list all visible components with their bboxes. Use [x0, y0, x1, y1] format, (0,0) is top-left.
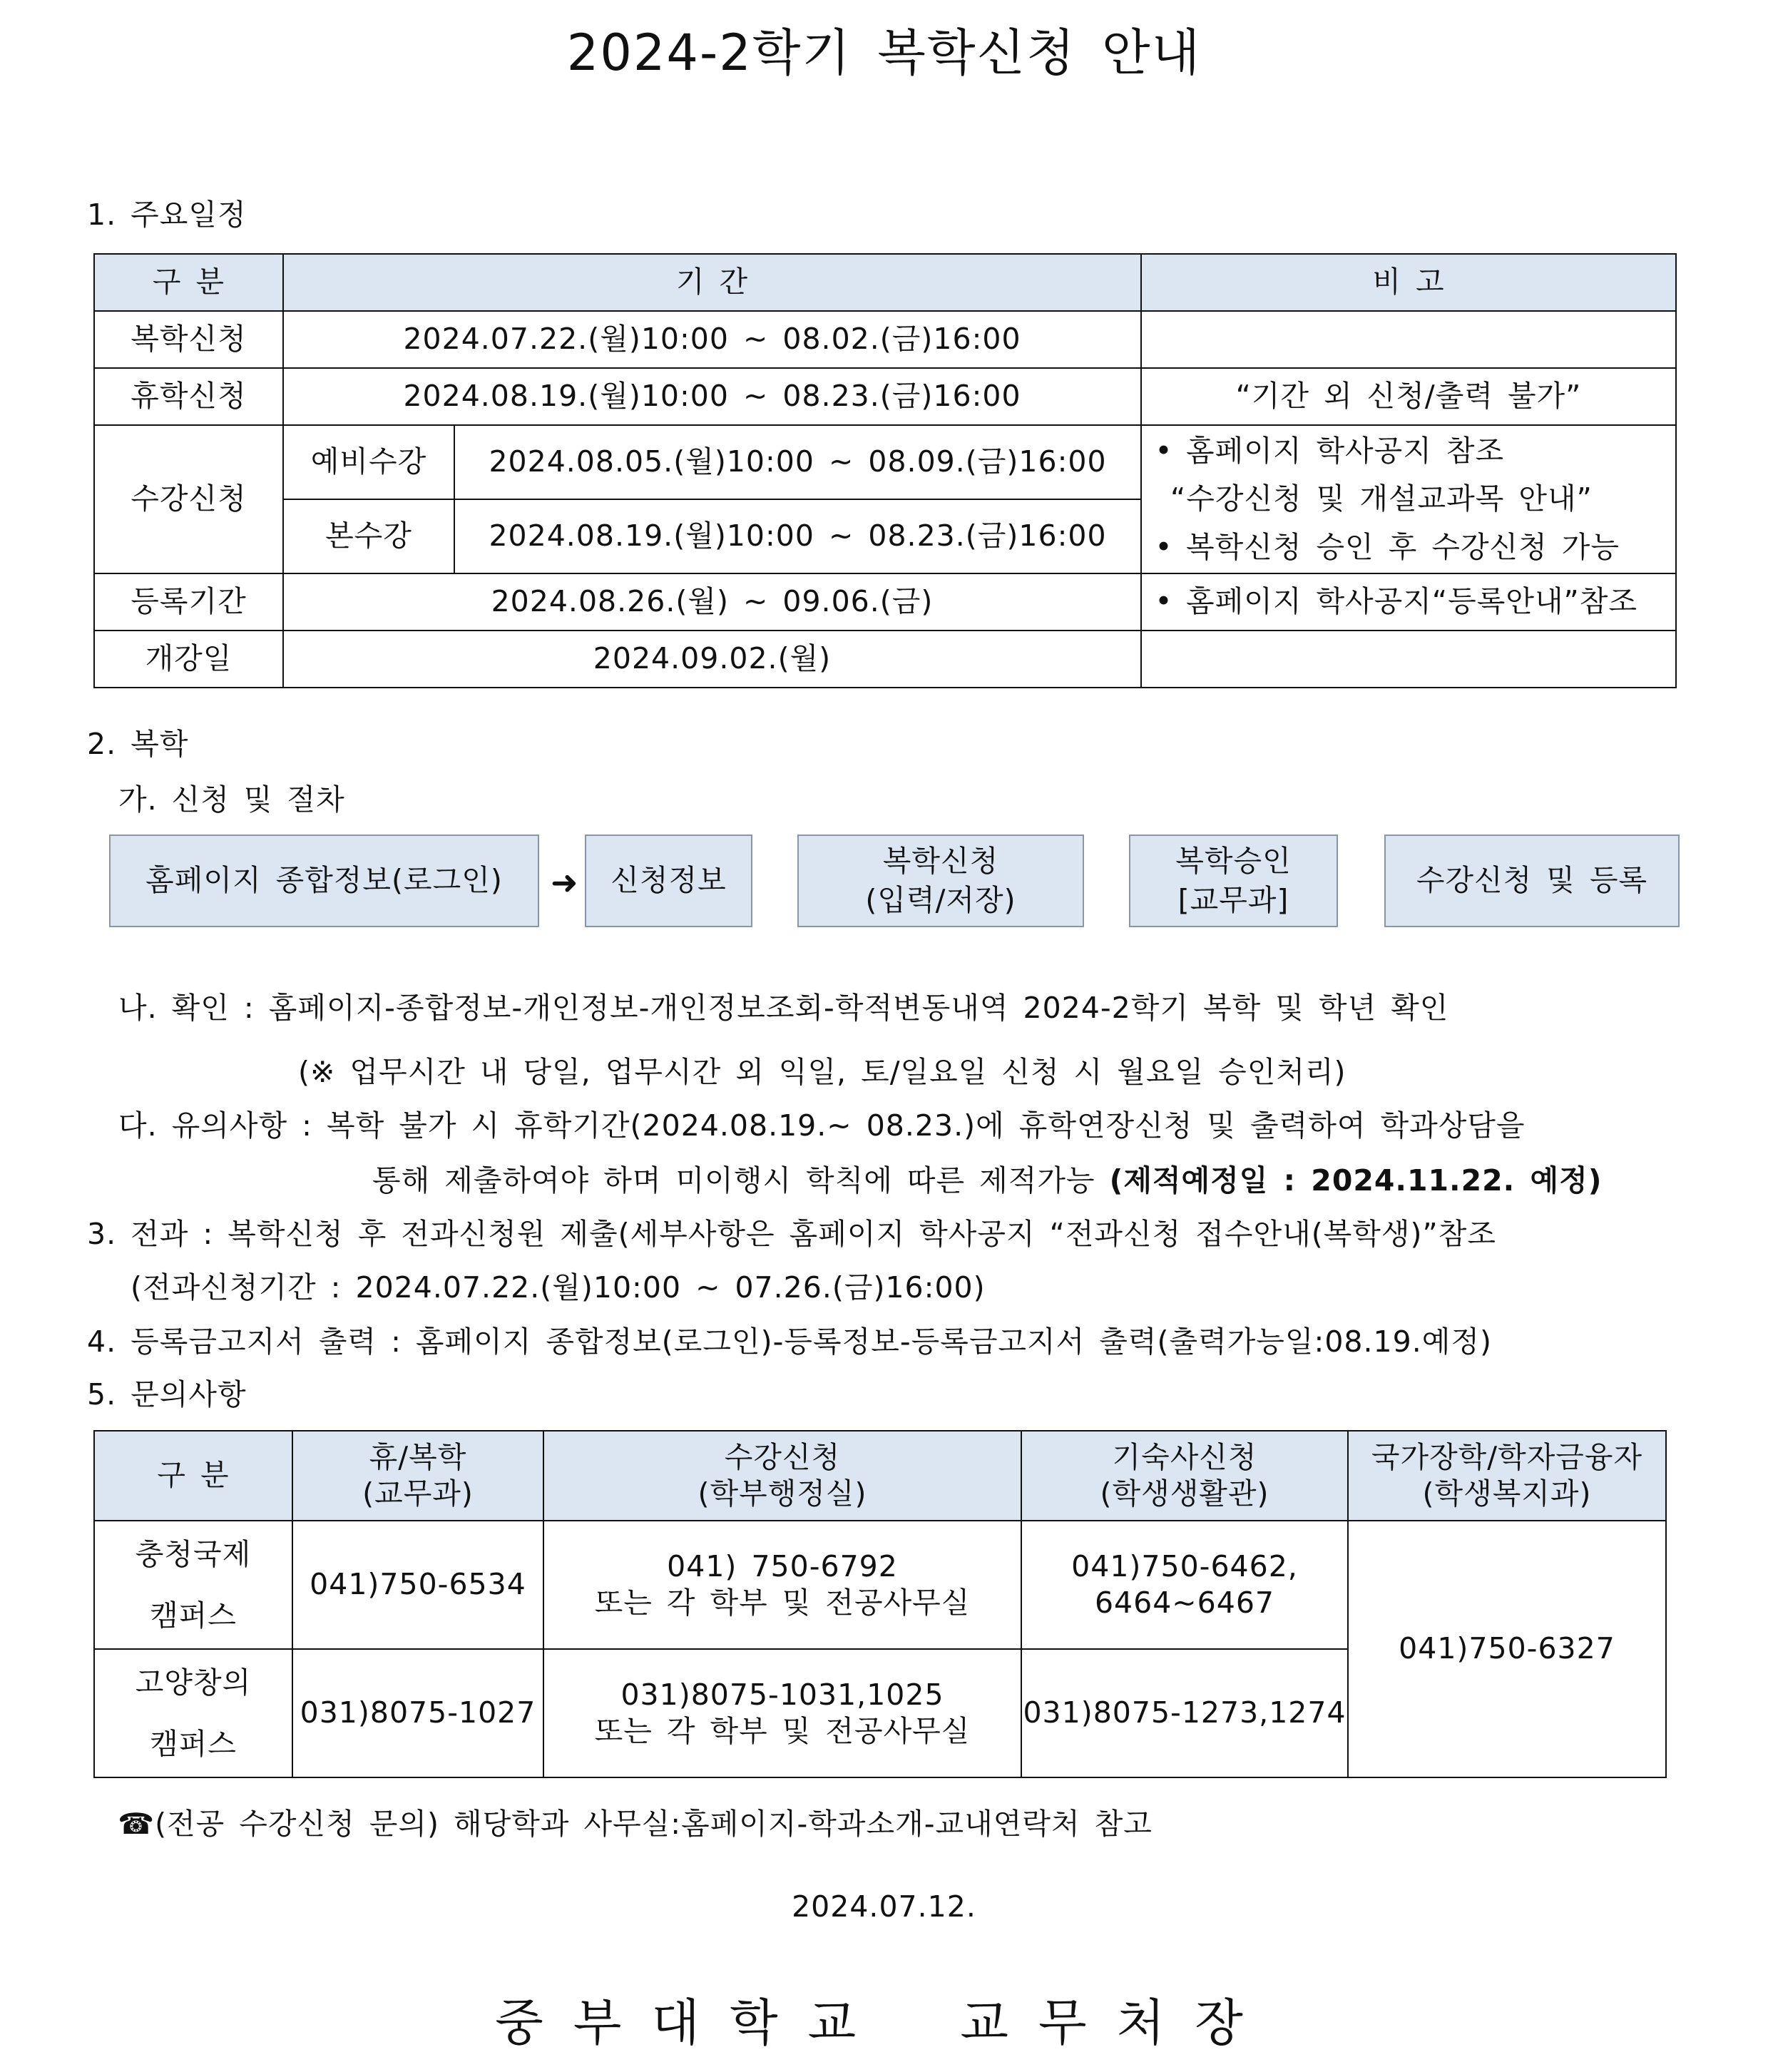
flow-step-approval [1129, 835, 1338, 927]
header-line: (학생복지과) [1422, 1476, 1592, 1511]
header-line: (교무과) [362, 1476, 474, 1511]
header-line: 기숙사신청 [1112, 1439, 1257, 1474]
contact-header-scholarship [1348, 1431, 1666, 1521]
contact-leave: 041)750-6534 [292, 1521, 543, 1649]
table-row [94, 1521, 1666, 1649]
section2-sub-b-note: (※ 업무시간 내 당일, 업무시간 외 익일, 토/일요일 신청 시 월요일 승인처리) [298, 1055, 1347, 1089]
campus-label [94, 1521, 292, 1649]
table-row [94, 573, 1676, 631]
section2-heading: 2. 복학 [87, 727, 189, 761]
campus-label-line: 고양창의 [135, 1665, 252, 1700]
flow-step-return-apply [797, 835, 1084, 927]
flow-step-apply-info: 신청정보 [585, 835, 752, 927]
sub-c-text: 통해 제출하여야 하며 미이행시 학칙에 따른 제적가능 [372, 1163, 1095, 1198]
campus-label [94, 1649, 292, 1777]
row-note [1141, 631, 1676, 688]
schedule-header-note: 비 고 [1141, 254, 1676, 311]
flow-step-course-registration: 수강신청 및 등록 [1384, 835, 1680, 927]
contact-dorm: 031)8075-1273,1274 [1021, 1649, 1348, 1777]
note-bullet: • 복학신청 승인 후 수강신청 가능 [1142, 524, 1675, 572]
section5-heading: 5. 문의사항 [87, 1377, 247, 1412]
schedule-table [93, 253, 1677, 688]
campus-label-line: 충청국제 [135, 1536, 252, 1571]
contact-line: 또는 각 학부 및 전공사무실 [594, 1586, 971, 1620]
contact-header-category: 구 분 [94, 1431, 292, 1521]
note-bullet: • 홈페이지 학사공지 참조 [1142, 427, 1675, 476]
header-line: 수강신청 [724, 1439, 841, 1474]
contact-header-leave [292, 1431, 543, 1521]
expulsion-date: (제적예정일 : 2024.11.22. 예정) [1109, 1163, 1603, 1198]
contact-header-dorm [1021, 1431, 1348, 1521]
section2-sub-b: 나. 확인 : 홈페이지-종합정보-개인정보-개인정보조회-학적변동내역 2024-2학기 복학 및 학년 확인 [118, 991, 1449, 1025]
arrow-right-icon: ➜ [551, 863, 578, 902]
row-period: 2024.08.19.(월)10:00 ~ 08.23.(금)16:00 [283, 368, 1141, 425]
section4-line: 4. 등록금고지서 출력 : 홈페이지 종합정보(로그인)-등록정보-등록금고지서 출력(출력가능일:08.19.예정) [87, 1325, 1492, 1359]
row-note [1141, 311, 1676, 368]
course-note [1141, 425, 1676, 573]
row-label: 개강일 [94, 631, 283, 688]
section3-line1: 3. 전과 : 복학신청 후 전과신청원 제출(세부사항은 홈페이지 학사공지 “전과신청 접수안내(복학생)”참조 [87, 1217, 1496, 1251]
section3-line2: (전과신청기간 : 2024.07.22.(월)10:00 ~ 07.26.(금)16:00) [131, 1270, 986, 1305]
row-sublabel: 예비수강 [283, 425, 454, 499]
section2-sub-a: 가. 신청 및 절차 [118, 782, 345, 817]
flow-step-line: (입력/저장) [865, 883, 1016, 917]
contact-dorm [1021, 1521, 1348, 1649]
row-sublabel: 본수강 [283, 499, 454, 573]
table-row [94, 425, 1676, 499]
schedule-header-category: 구 분 [94, 254, 283, 311]
contact-course [543, 1521, 1021, 1649]
row-label: 복학신청 [94, 311, 283, 368]
note-bullet: • 홈페이지 학사공지“등록안내”참조 [1142, 583, 1675, 620]
header-line: 휴/복학 [369, 1439, 467, 1474]
note-quote: “수강신청 및 개설교과목 안내” [1170, 481, 1593, 516]
row-note [1141, 573, 1676, 631]
section2-sub-c-line1: 다. 유의사항 : 복학 불가 시 휴학기간(2024.08.19.~ 08.23.)에 휴학연장신청 및 출력하여 학과상담을 [118, 1108, 1526, 1143]
flow-step-login: 홈페이지 종합정보(로그인) [109, 835, 539, 927]
phone-note: ☎(전공 수강신청 문의) 해당학과 사무실:홈페이지-학과소개-교내연락처 참고 [118, 1807, 1153, 1841]
header-line: (학부행정실) [698, 1476, 867, 1511]
table-row [94, 631, 1676, 688]
contact-line: 041) 750-6792 [667, 1548, 898, 1583]
contact-scholarship: 041)750-6327 [1348, 1521, 1666, 1777]
row-label: 휴학신청 [94, 368, 283, 425]
flow-step-line: 복학승인 [1175, 843, 1292, 878]
row-period: 2024.09.02.(월) [283, 631, 1141, 688]
signature: 중부대학교 교무처장 [495, 1994, 1273, 2052]
document-date: 2024.07.12. [792, 1889, 976, 1924]
header-line: (학생생활관) [1100, 1476, 1269, 1511]
table-row [94, 311, 1676, 368]
row-period: 2024.08.05.(월)10:00 ~ 08.09.(금)16:00 [454, 425, 1141, 499]
row-label: 등록기간 [94, 573, 283, 631]
row-note: “기간 외 신청/출력 불가” [1141, 368, 1676, 425]
contact-line: 031)8075-1031,1025 [620, 1677, 944, 1712]
campus-label-line: 캠퍼스 [150, 1727, 237, 1761]
contact-header-course [543, 1431, 1021, 1521]
schedule-header-period: 기 간 [283, 254, 1141, 311]
section2-sub-c-line2 [372, 1157, 1602, 1199]
page-title: 2024-2학기 복학신청 안내 [566, 24, 1202, 82]
contact-leave: 031)8075-1027 [292, 1649, 543, 1777]
campus-label-line: 캠퍼스 [150, 1598, 237, 1633]
contact-line: 041)750-6462, [1071, 1548, 1298, 1583]
row-period: 2024.08.26.(월) ~ 09.06.(금) [283, 573, 1141, 631]
contact-course [543, 1649, 1021, 1777]
row-label: 수강신청 [94, 425, 283, 573]
contact-line: 또는 각 학부 및 전공사무실 [594, 1714, 971, 1748]
flow-step-line: 복학신청 [882, 843, 999, 878]
table-row [94, 368, 1676, 425]
flow-step-line: [교무과] [1177, 883, 1289, 917]
section1-heading: 1. 주요일정 [87, 198, 247, 232]
row-period: 2024.07.22.(월)10:00 ~ 08.02.(금)16:00 [283, 311, 1141, 368]
contact-table [93, 1430, 1667, 1778]
row-period: 2024.08.19.(월)10:00 ~ 08.23.(금)16:00 [454, 499, 1141, 573]
contact-line: 6464~6467 [1094, 1586, 1275, 1620]
header-line: 국가장학/학자금융자 [1371, 1439, 1643, 1474]
